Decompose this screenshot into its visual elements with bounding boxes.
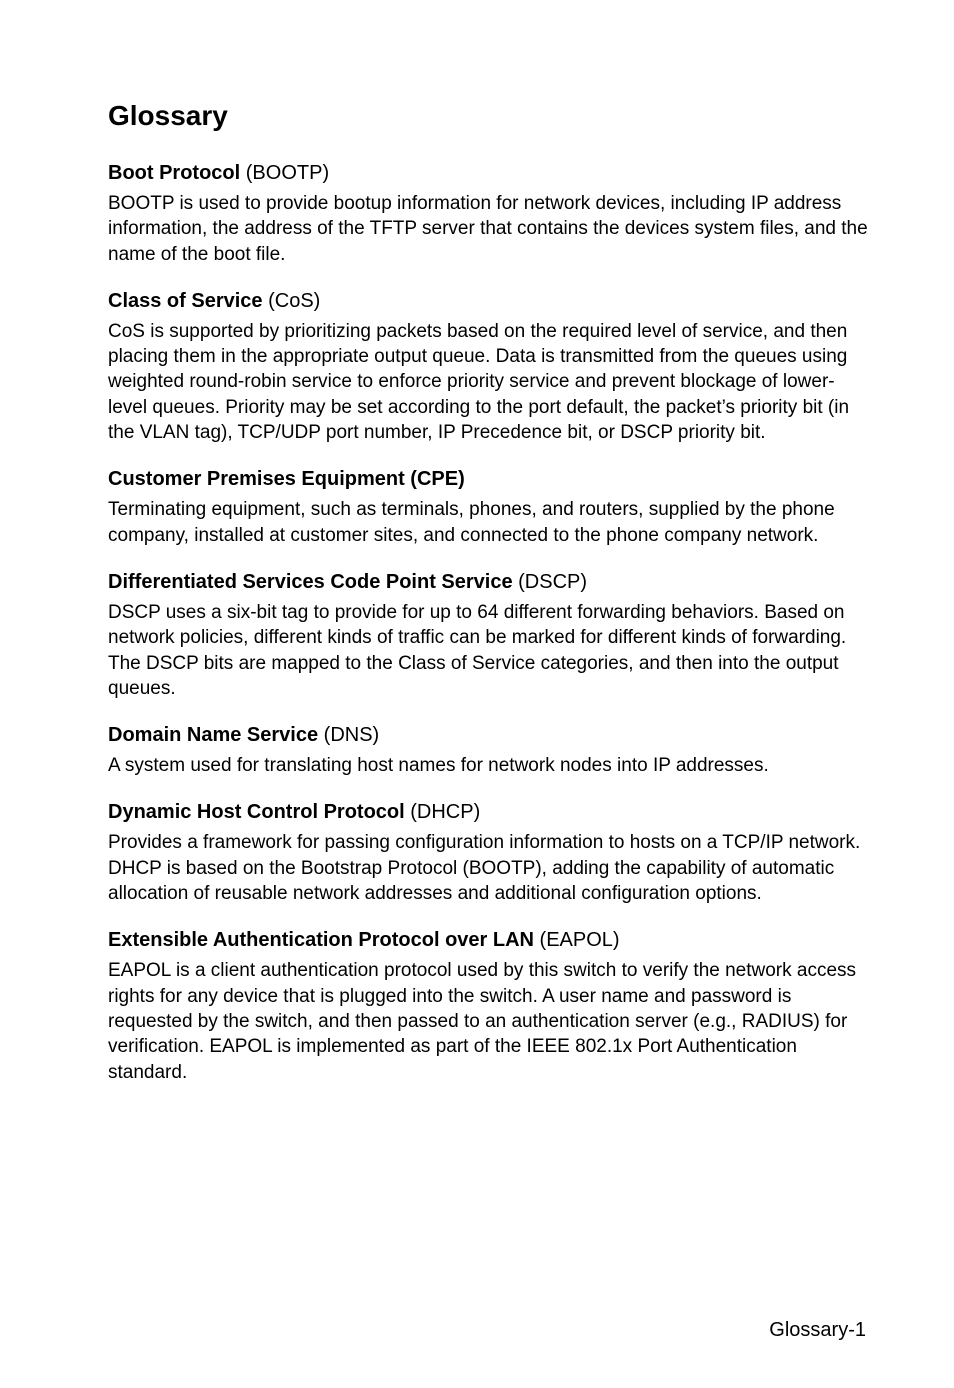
entry-definition: DSCP uses a six-bit tag to provide for up to 64 different forwarding behaviors. Based on network policies, different kinds of traffic can be marked for different kinds of forwarding. The DSCP bits are mapped to the Class of Service categories, and then into the output queues. (108, 601, 847, 699)
entry-abbreviation: (EAPOL) (533, 929, 620, 952)
entry-term: Dynamic Host Control Protocol (108, 801, 405, 824)
glossary-entry-cpe (108, 466, 868, 548)
entry-abbreviation: (DHCP) (404, 801, 481, 824)
glossary-entry-eapol (108, 927, 868, 1084)
entry-heading (108, 288, 868, 314)
glossary-entry-dhcp (108, 799, 868, 906)
entry-term: Differentiated Services Code Point Service (108, 570, 513, 593)
glossary-entry-dns (108, 722, 868, 778)
glossary-entry-bootp (108, 160, 868, 267)
entry-definition: Terminating equipment, such as terminals, phones, and routers, supplied by the phone company, installed at customer sites, and connected to the phone company network. (108, 499, 835, 546)
entry-definition: BOOTP is used to provide bootup information for network devices, including IP address information, the address of the TFTP server that contains the devices system files, and the name of the boot file. (108, 193, 868, 265)
entry-term: Domain Name Service (108, 724, 319, 747)
entry-definition: CoS is supported by prioritizing packets based on the required level of service, and then placing them in the appropriate output queue. Data is transmitted from the queues using weighted round-robin service to enforce priority service and prevent blockage of lower-level queues. Priority may be set according to the port default, the packet’s priority bit (in the VLAN tag), TCP/UDP port number, IP Precedence bit, or DSCP priority bit. (108, 320, 850, 444)
glossary-entry-cos (108, 288, 868, 445)
entry-abbreviation: (DNS) (318, 724, 380, 747)
entry-term: Extensible Authentication Protocol over LAN (108, 929, 534, 952)
entry-heading (108, 569, 868, 595)
entry-term: Class of Service (108, 289, 263, 312)
entry-heading (108, 722, 868, 748)
entry-definition: EAPOL is a client authentication protocol used by this switch to verify the network access rights for any device that is plugged into the switch. A user name and password is requested by the switch, and then passed to an authentication server (e.g., RADIUS) for verification. EAPOL is implemented as part of the IEEE 802.1x Port Authentication standard. (108, 960, 857, 1083)
entry-heading (108, 160, 868, 186)
entry-abbreviation: (CoS) (262, 289, 321, 312)
page-title: Glossary (108, 100, 228, 131)
glossary-entry-dscp (108, 569, 868, 701)
entry-term: Boot Protocol (108, 162, 241, 184)
glossary-page (108, 98, 868, 1106)
entry-heading (108, 927, 868, 953)
entry-term: Customer Premises Equipment (CPE) (108, 468, 465, 491)
entry-heading (108, 799, 868, 825)
entry-heading (108, 466, 868, 492)
page-footer: Glossary-1 (769, 1319, 866, 1341)
entry-definition: A system used for translating host names for network nodes into IP addresses. (108, 755, 769, 777)
entry-definition: Provides a framework for passing configuration information to hosts on a TCP/IP network. DHCP is based on the Bootstrap Protocol (BOOTP), adding the capability of automatic allocation of reusable network addresses and additional configuration options. (108, 832, 861, 905)
entry-abbreviation: (DSCP) (512, 570, 588, 593)
entry-abbreviation: (BOOTP) (240, 162, 330, 184)
